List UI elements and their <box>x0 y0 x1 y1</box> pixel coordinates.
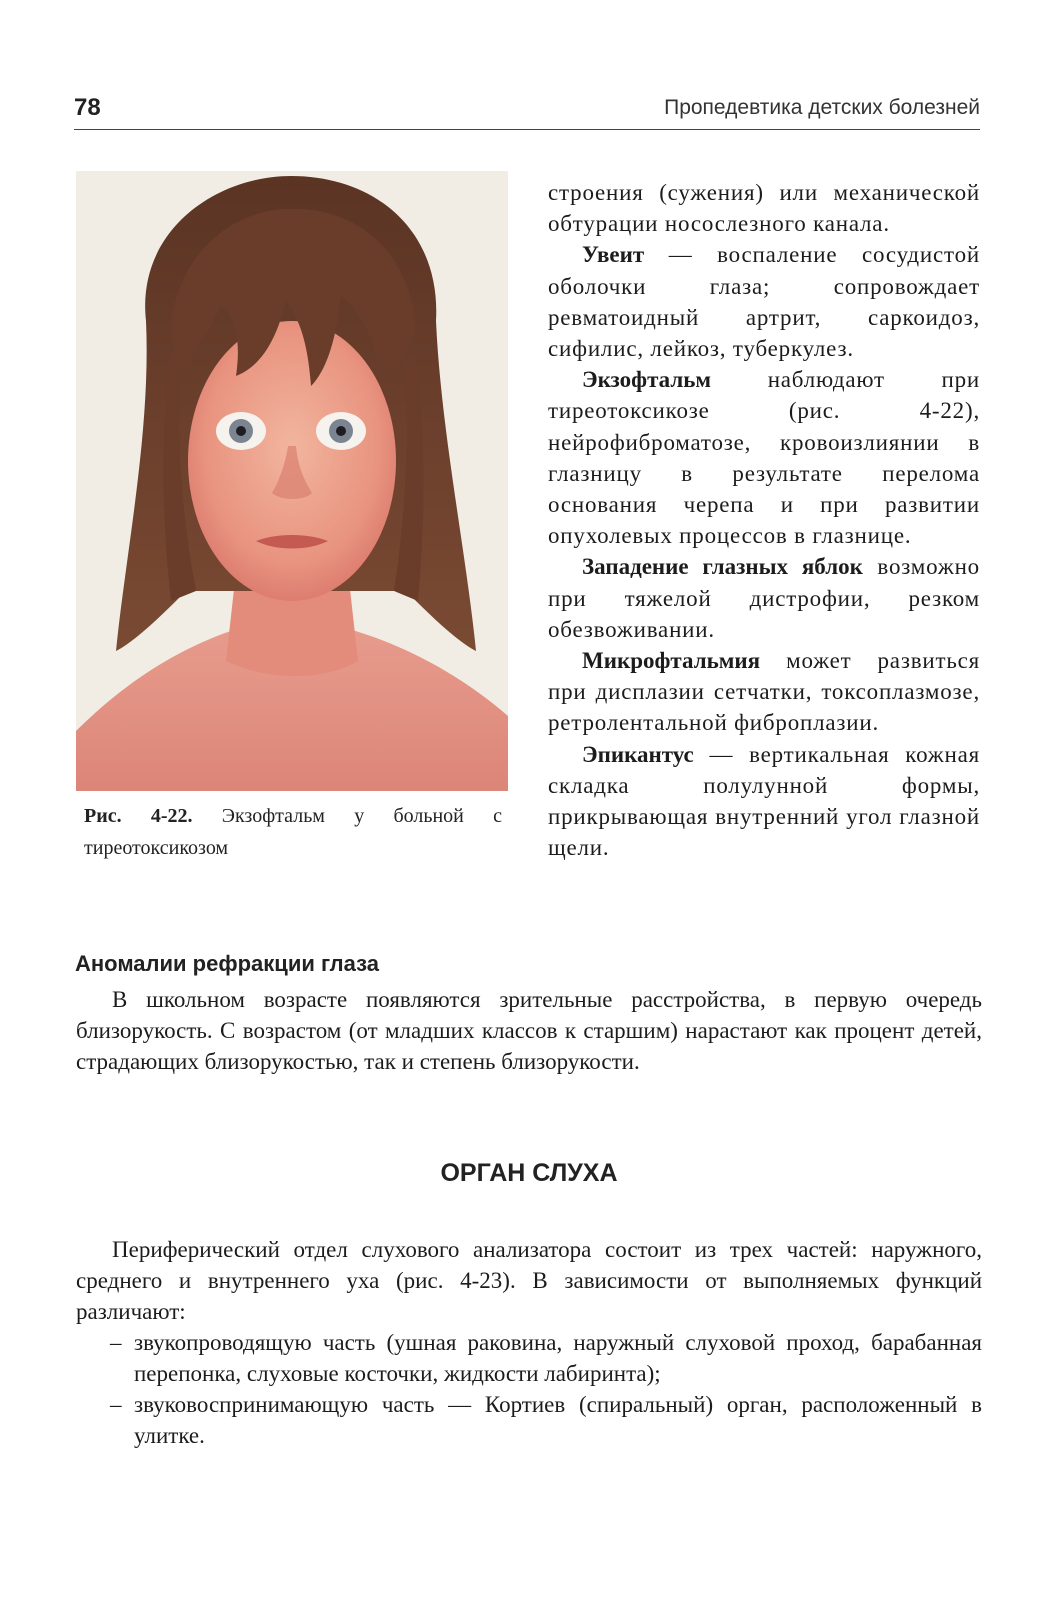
term-uveitis: Увеит <box>582 242 645 268</box>
hearing-paragraph: Периферический отдел слухового анализатора состоит из трех частей: наружного, среднего и внутреннего уха (рис. 4-23). В зависимости от выполняемых функций различают: <box>76 1237 982 1324</box>
definition-epicanthus: — вертикальная кожная складка полулунной формы, прикрывающая внутренний угол глазной щели. <box>548 741 980 861</box>
caption-label: Рис. 4-22. <box>84 805 193 827</box>
section-title-refraction: Аномалии рефракции глаза <box>75 951 379 976</box>
running-title: Пропедевтика детских болезней <box>664 96 980 119</box>
term-enophthalmos: Западение глазных яблок <box>582 554 863 580</box>
list-dash: – <box>110 1392 122 1417</box>
list-dash: – <box>110 1330 122 1355</box>
paragraph-epicanthus <box>548 739 980 864</box>
list-item <box>76 1389 982 1451</box>
paragraph-microphthalmia <box>548 645 980 739</box>
refraction-paragraph: В школьном возрасте появляются зрительные расстройства, в первую очередь близорукость. С возрастом (от младших классов к старшим) нарастают как процент детей, страдающих близорукостью, так и степень близорукости. <box>76 987 982 1074</box>
paragraph-continuation: строения (сужения) или механической обтурации носослезного канала. <box>548 180 980 237</box>
refraction-text <box>76 984 982 1077</box>
portrait-illustration <box>76 171 508 791</box>
header-rule <box>74 129 980 130</box>
caption-text: Экзофтальм у больной с тиреотоксикозом <box>84 805 502 859</box>
chapter-title-hearing: ОРГАН СЛУХА <box>440 1159 618 1187</box>
paragraph-exophthalmos <box>548 364 980 551</box>
figure-caption <box>84 800 502 864</box>
list-item <box>76 1327 982 1389</box>
paragraph-uveitis <box>548 239 980 364</box>
right-column-text <box>548 177 980 863</box>
paragraph-enophthalmos <box>548 551 980 645</box>
page-number: 78 <box>74 94 101 121</box>
term-microphthalmia: Микрофтальмия <box>582 648 761 674</box>
term-epicanthus: Эпикантус <box>582 741 694 767</box>
definition-microphthalmia: может развиться при дисплазии сетчатки, токсоплазмозе, ретролентальной фиброплазии. <box>548 648 980 736</box>
definition-exophthalmos: наблюдают при тиреотоксикозе (рис. 4-22), нейрофиброматозе, кровоизлиянии в глазницу в результате перелома основания черепа и при развитии опухолевых процессов в глазнице. <box>548 367 980 549</box>
hearing-function-list <box>76 1327 982 1451</box>
definition-uveitis: — воспаление сосудистой оболочки глаза; сопровождает ревматоидный артрит, саркоидоз, сифилис, лейкоз, туберкулез. <box>548 242 980 362</box>
definition-enophthalmos: возможно при тяжелой дистрофии, резком обезвоживании. <box>548 554 980 642</box>
figure-photo <box>76 171 508 791</box>
hearing-text <box>76 1234 982 1451</box>
list-item-text: звуковоспринимающую часть — Кортиев (спиральный) орган, расположенный в улитке. <box>134 1392 982 1448</box>
term-exophthalmos: Экзофтальм <box>582 367 712 393</box>
list-item-text: звукопроводящую часть (ушная раковина, наружный слуховой проход, барабанная перепонка, слуховые косточки, жидкости лабиринта); <box>134 1330 982 1386</box>
